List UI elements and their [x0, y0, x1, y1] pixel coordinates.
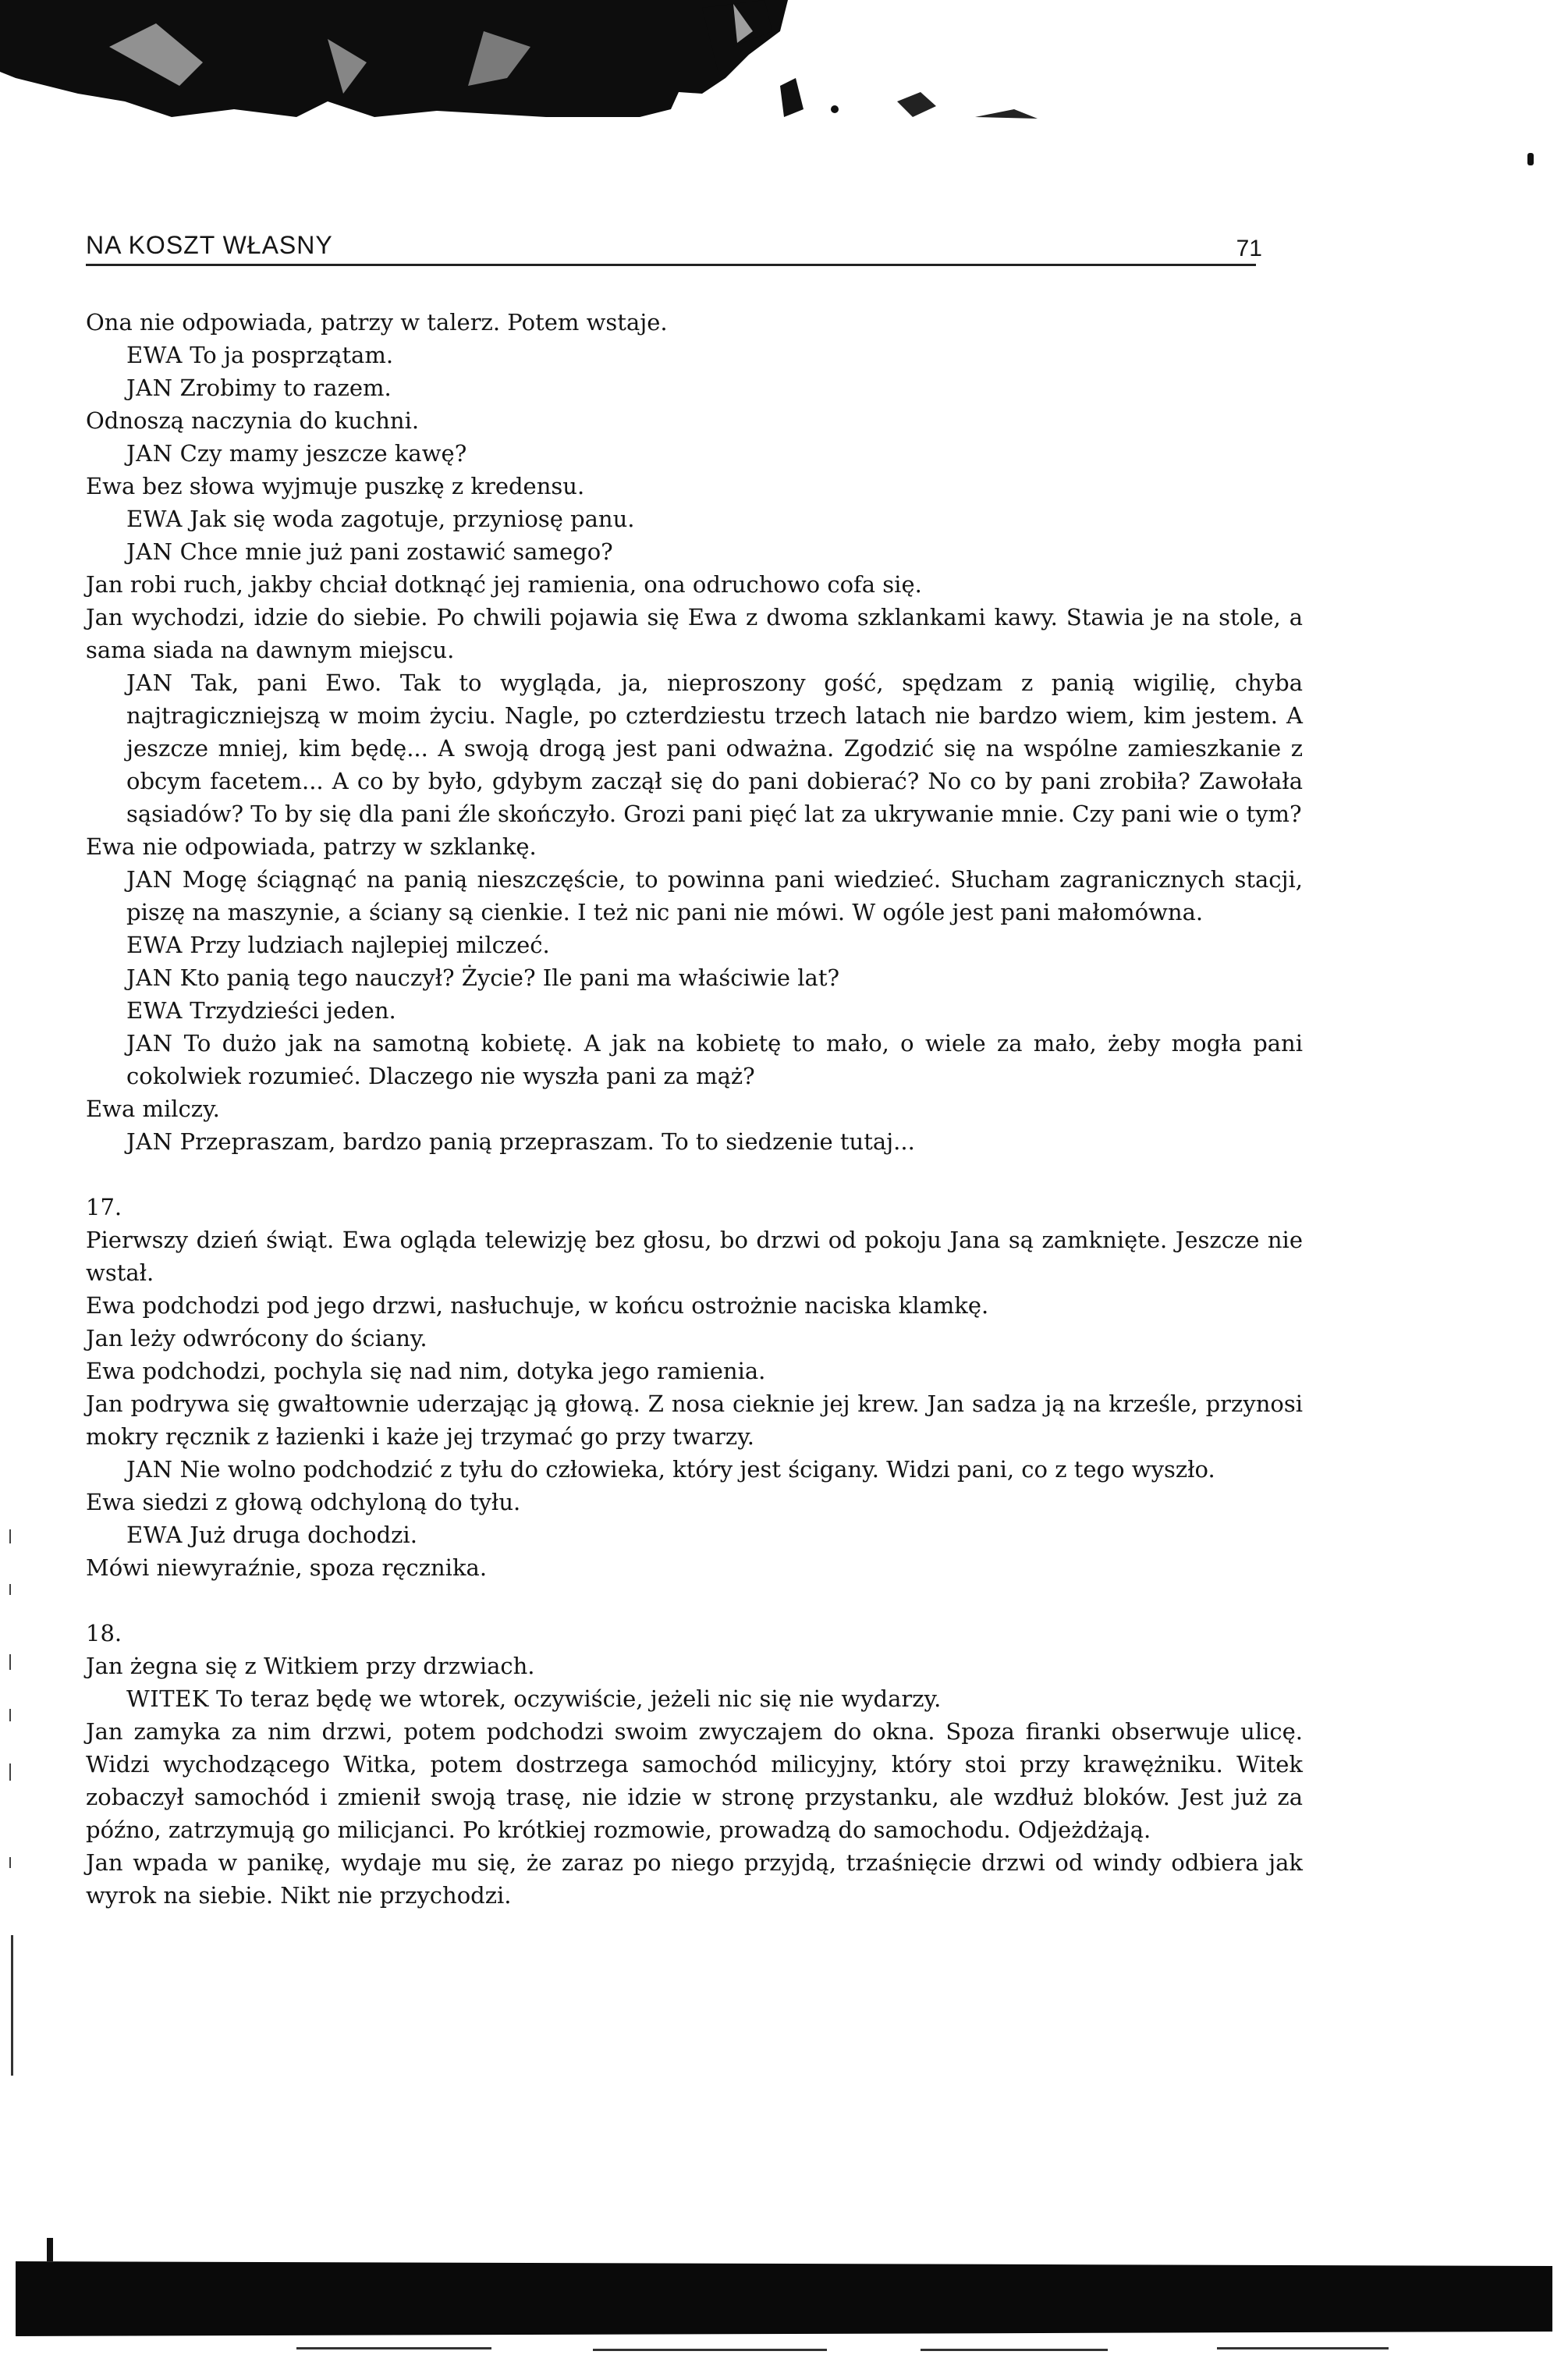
scene-number: 17.	[86, 1194, 122, 1220]
dialogue-line	[86, 863, 1303, 929]
dialogue-text: Kto panią tego nauczył? Życie? Ile pani ma właściwie lat?	[179, 964, 840, 991]
speaker-name: EWA	[126, 932, 183, 958]
dialogue-text: Przy ludziach najlepiej milczeć.	[190, 932, 550, 958]
dialogue-line	[86, 929, 1303, 961]
scan-speck	[1527, 153, 1534, 165]
speaker-name: WITEK	[126, 1685, 209, 1712]
speaker-name: EWA	[126, 997, 183, 1024]
speaker-name: EWA	[126, 342, 183, 368]
dialogue-text: To dużo jak na samotną kobietę. A jak na kobietę to mało, o wiele za mało, żeby mogła pani cokolwiek rozumieć. Dlaczego nie wyszła pani za mąż?	[126, 1030, 1303, 1089]
dialogue-text: Tak, pani Ewo. Tak to wygląda, ja, nieproszony gość, spędzam z panią wigilię, chyba najtragiczniejszą w moim życiu. Nagle, po czterdziestu trzech latach nie bardzo wiem, kim jestem. A jeszcze mniej, kim będę... A swoją drogą jest pani odważna. Zgodzić się na wspólne zamieszkanie z obcym facetem... A co by było, gdybym zaczął się do pani dobierać? No co by pani zrobiła? Zawołała sąsiadów? To by się dla pani źle skończyło. Grozi pani pięć lat za ukrywanie mnie. Czy pani wie o tym?	[126, 670, 1303, 827]
stage-direction: Ewa milczy.	[86, 1096, 220, 1122]
dialogue-line	[86, 1027, 1303, 1092]
speaker-name: JAN	[126, 670, 173, 696]
dialogue-line	[86, 339, 1303, 371]
scan-bar-bottom	[0, 2238, 1568, 2369]
dialogue-text: To ja posprzątam.	[190, 342, 394, 368]
dialogue-text: Mogę ściągnąć na panią nieszczęście, to powinna pani wiedzieć. Słucham zagranicznych stacji, piszę na maszynie, a ściany są cienkie. I też nic pani nie mówi. W ogóle jest pani małomówna.	[126, 866, 1304, 925]
dialogue-line	[86, 1125, 1303, 1158]
stage-direction: Ewa siedzi z głową odchyloną do tyłu.	[86, 1489, 521, 1515]
running-title: NA KOSZT WŁASNY	[86, 231, 333, 259]
speaker-name: JAN	[126, 440, 173, 467]
stage-direction: Odnoszą naczynia do kuchni.	[86, 407, 420, 434]
dialogue-line	[86, 1453, 1303, 1486]
dialogue-text: Czy mamy jeszcze kawę?	[179, 440, 467, 467]
stage-direction: Ona nie odpowiada, patrzy w talerz. Potem wstaje.	[86, 309, 668, 336]
stage-direction: Jan robi ruch, jakby chciał dotknąć jej ramienia, ona odruchowo cofa się.	[86, 571, 922, 598]
stage-direction: Jan leży odwrócony do ściany.	[86, 1325, 427, 1351]
stage-direction: Jan wpada w panikę, wydaje mu się, że zaraz po niego przyjdą, trzaśnięcie drzwi od windy odbiera jak wyrok na siebie. Nikt nie przychodzi.	[86, 1849, 1303, 1909]
dialogue-line	[86, 666, 1303, 830]
stage-direction: Jan wychodzi, idzie do siebie. Po chwili pojawia się Ewa z dwoma szklankami kawy. Stawia je na stole, a sama siada na dawnym miejscu.	[86, 604, 1303, 663]
dialogue-text: To teraz będę we wtorek, oczywiście, jeżeli nic się nie wydarzy.	[216, 1685, 942, 1712]
speaker-name: EWA	[126, 1522, 183, 1548]
stage-direction: Mówi niewyraźnie, spoza ręcznika.	[86, 1554, 488, 1581]
stage-direction: Ewa podchodzi pod jego drzwi, nasłuchuje, w końcu ostrożnie naciska klamkę.	[86, 1292, 989, 1319]
dialogue-text: Jak się woda zagotuje, przyniosę panu.	[190, 506, 635, 532]
speaker-name: JAN	[126, 375, 173, 401]
page-number: 71	[1236, 236, 1262, 261]
dialogue-line	[86, 1518, 1303, 1551]
dialogue-text: Już druga dochodzi.	[190, 1522, 417, 1548]
scan-margin-marks	[0, 1529, 23, 2076]
stage-direction: Jan żegna się z Witkiem przy drzwiach.	[86, 1653, 535, 1679]
stage-direction: Pierwszy dzień świąt. Ewa ogląda telewizję bez głosu, bo drzwi od pokoju Jana są zamknięte. Jeszcze nie wstał.	[86, 1227, 1303, 1286]
dialogue-text: Zrobimy to razem.	[179, 375, 392, 401]
dialogue-line	[86, 535, 1303, 568]
dialogue-text: Chce mnie już pani zostawić samego?	[179, 538, 613, 565]
scene-number: 18.	[86, 1620, 122, 1646]
dialogue-line	[86, 994, 1303, 1027]
speaker-name: JAN	[126, 1128, 173, 1155]
dialogue-line	[86, 1682, 1303, 1715]
scan-smudge-top	[0, 0, 1568, 125]
dialogue-line	[86, 371, 1303, 404]
dialogue-line	[86, 437, 1303, 470]
speaker-name: JAN	[126, 866, 173, 893]
dialogue-text: Przepraszam, bardzo panią przepraszam. To to siedzenie tutaj...	[179, 1128, 915, 1155]
page-header	[86, 231, 1262, 266]
stage-direction: Jan zamyka za nim drzwi, potem podchodzi swoim zwyczajem do okna. Spoza firanki obserwuje ulicę. Widzi wychodzącego Witka, potem dostrzega samochód milicyjny, który stoi przy krawężniku. Witek zobaczył samochód i zmienił swoją trasę, nie idzie w stronę przystanku, ale wzdłuż bloków. Jest już za późno, zatrzymują go milicjanci. Po krótkiej rozmowie, prowadzą do samochodu. Odjeżdżają.	[86, 1718, 1303, 1843]
speaker-name: JAN	[126, 1456, 173, 1483]
stage-direction: Jan podrywa się gwałtownie uderzając ją głową. Z nosa cieknie jej krew. Jan sadza ją na krześle, przynosi mokry ręcznik z łazienki i każe jej trzymać go przy twarzy.	[86, 1390, 1303, 1450]
stage-direction: Ewa nie odpowiada, patrzy w szklankę.	[86, 833, 537, 860]
speaker-name: EWA	[126, 506, 183, 532]
body-text	[86, 306, 1303, 1912]
stage-direction: Ewa bez słowa wyjmuje puszkę z kredensu.	[86, 473, 585, 499]
dialogue-line	[86, 503, 1303, 535]
speaker-name: JAN	[126, 1030, 173, 1057]
dialogue-text: Trzydzieści jeden.	[190, 997, 396, 1024]
speaker-name: JAN	[126, 964, 173, 991]
dialogue-line	[86, 961, 1303, 994]
dialogue-text: Nie wolno podchodzić z tyłu do człowieka, który jest ścigany. Widzi pani, co z tego wyszło.	[179, 1456, 1215, 1483]
stage-direction: Ewa podchodzi, pochyla się nad nim, dotyka jego ramienia.	[86, 1358, 766, 1384]
speaker-name: JAN	[126, 538, 173, 565]
